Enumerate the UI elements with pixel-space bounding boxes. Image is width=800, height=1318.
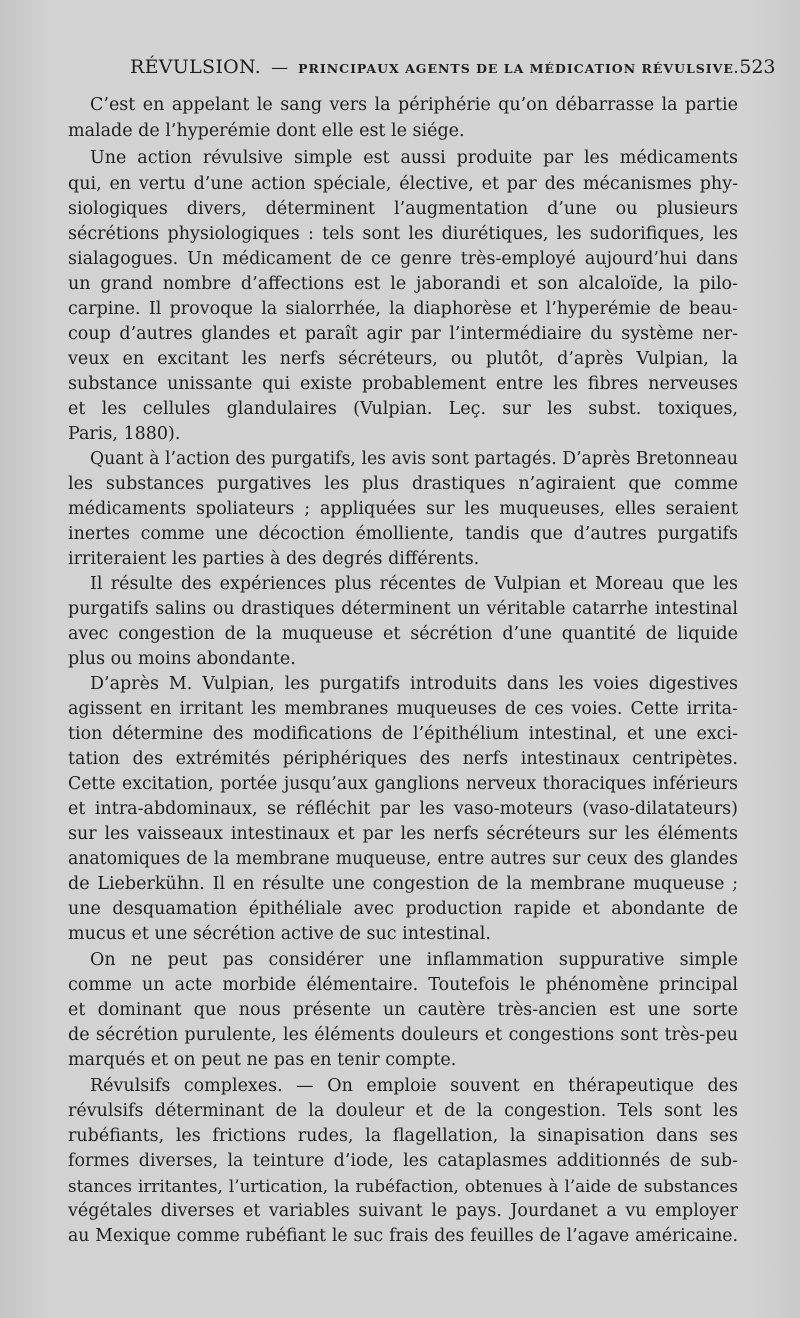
text-line: malade de l’hyperémie dont elle est le siége. <box>68 121 465 141</box>
text-line: avec congestion de la muqueuse et sécrétion d’une quantité de liquide <box>68 624 738 644</box>
text-line: Cette excitation, portée jusqu’aux ganglions nerveux thoraciques inférieurs <box>68 774 738 794</box>
text-line: rubéfiants, les frictions rudes, la flagellation, la sinapisation dans ses <box>68 1126 738 1146</box>
text-line: carpine. Il provoque la sialorrhée, la diaphorèse et l’hyperémie de beau- <box>68 299 738 319</box>
text-line: qui, en vertu d’une action spéciale, élective, et par des mécanismes phy- <box>68 174 738 194</box>
text-line: et intra-abdominaux, se réfléchit par les vaso-moteurs (vaso-dilatateurs) <box>68 799 738 819</box>
text-line: marqués et on peut ne pas en tenir compte. <box>68 1050 457 1070</box>
text-line: un grand nombre d’affections est le jaborandi et son alcaloïde, la pilo- <box>68 274 738 294</box>
text-line: révulsifs déterminant de la douleur et de la congestion. Tels sont les <box>68 1101 738 1121</box>
text-line: médicaments spoliateurs ; appliquées sur les muqueuses, elles seraient <box>68 499 738 519</box>
text-line: sialagogues. Un médicament de ce genre très-employé aujourd’hui dans <box>68 249 738 269</box>
text-line: végétales diverses et variables suivant le pays. Jourdanet a vu employer <box>68 1201 738 1221</box>
text-line: sur les vaisseaux intestinaux et par les nerfs sécréteurs sur les éléments <box>68 824 738 844</box>
text-line: de Lieberkühn. Il en résulte une congestion de la membrane muqueuse ; <box>68 874 738 894</box>
text-line: irriteraient les parties à des degrés différents. <box>68 549 480 569</box>
page-number: 523 <box>739 56 776 78</box>
text-line: Il résulte des expériences plus récentes de Vulpian et Moreau que les <box>90 574 738 594</box>
header-dash: — <box>271 58 289 78</box>
running-header <box>130 56 776 86</box>
text-line: D’après M. Vulpian, les purgatifs introduits dans les voies digestives <box>90 674 738 694</box>
text-line: plus ou moins abondante. <box>68 649 296 669</box>
text-line: les substances purgatives les plus drastiques n’agiraient que comme <box>68 474 738 494</box>
text-line: purgatifs salins ou drastiques déterminent un véritable catarrhe intestinal <box>68 599 738 619</box>
text-line: substance unissante qui existe probablement entre les fibres nerveuses <box>68 374 738 394</box>
text-line: une desquamation épithéliale avec production rapide et abondante de <box>68 899 738 919</box>
text-line: et dominant que nous présente un cautère très-ancien est une sorte <box>68 1000 738 1020</box>
text-line: mucus et une sécrétion active de suc intestinal. <box>68 924 491 944</box>
text-line: tion détermine des modifications de l’épithélium intestinal, et une exci- <box>68 724 738 744</box>
text-line: Révulsifs complexes. — On emploie souvent en thérapeutique des <box>90 1076 738 1096</box>
header-title: RÉVULSION. <box>130 56 262 78</box>
text-line: agissent en irritant les membranes muqueuses de ces voies. Cette irrita- <box>68 699 738 719</box>
text-line: de sécrétion purulente, les éléments douleurs et congestions sont très-peu <box>68 1025 738 1045</box>
text-line: siologiques divers, déterminent l’augmentation d’une ou plusieurs <box>68 199 738 219</box>
text-line: inertes comme une décoction émolliente, tandis que d’autres purgatifs <box>68 524 738 544</box>
text-line: stances irritantes, l’urtication, la rubéfaction, obtenues à l’aide de substances <box>68 1176 738 1196</box>
text-line: tation des extrémités périphériques des nerfs intestinaux centripètes. <box>68 749 738 769</box>
header-subtitle: PRINCIPAUX AGENTS DE LA MÉDICATION RÉVULSIVE. <box>298 61 740 76</box>
text-line: sécrétions physiologiques : tels sont les diurétiques, les sudorifiques, les <box>68 224 738 244</box>
text-line: formes diverses, la teinture d’iode, les cataplasmes additionnés de sub- <box>68 1151 738 1171</box>
text-line: anatomiques de la membrane muqueuse, entre autres sur ceux des glandes <box>68 849 738 869</box>
text-line: et les cellules glandulaires (Vulpian. Leç. sur les subst. toxiques, <box>68 399 738 419</box>
text-line: comme un acte morbide élémentaire. Toutefois le phénomène principal <box>68 975 738 995</box>
text-line: au Mexique comme rubéfiant le suc frais des feuilles de l’agave américaine. <box>68 1226 738 1246</box>
text-line: veux en excitant les nerfs sécréteurs, ou plutôt, d’après Vulpian, la <box>68 349 738 369</box>
text-line: Une action révulsive simple est aussi produite par les médicaments <box>90 148 738 168</box>
text-line: Paris, 1880). <box>68 424 181 444</box>
text-line: C’est en appelant le sang vers la périphérie qu’on débarrasse la partie <box>90 95 738 115</box>
text-line: coup d’autres glandes et paraît agir par l’intermédiaire du système ner- <box>68 324 738 344</box>
text-line: On ne peut pas considérer une inflammation suppurative simple <box>90 950 738 970</box>
text-line: Quant à l’action des purgatifs, les avis sont partagés. D’après Bretonneau <box>90 449 738 469</box>
